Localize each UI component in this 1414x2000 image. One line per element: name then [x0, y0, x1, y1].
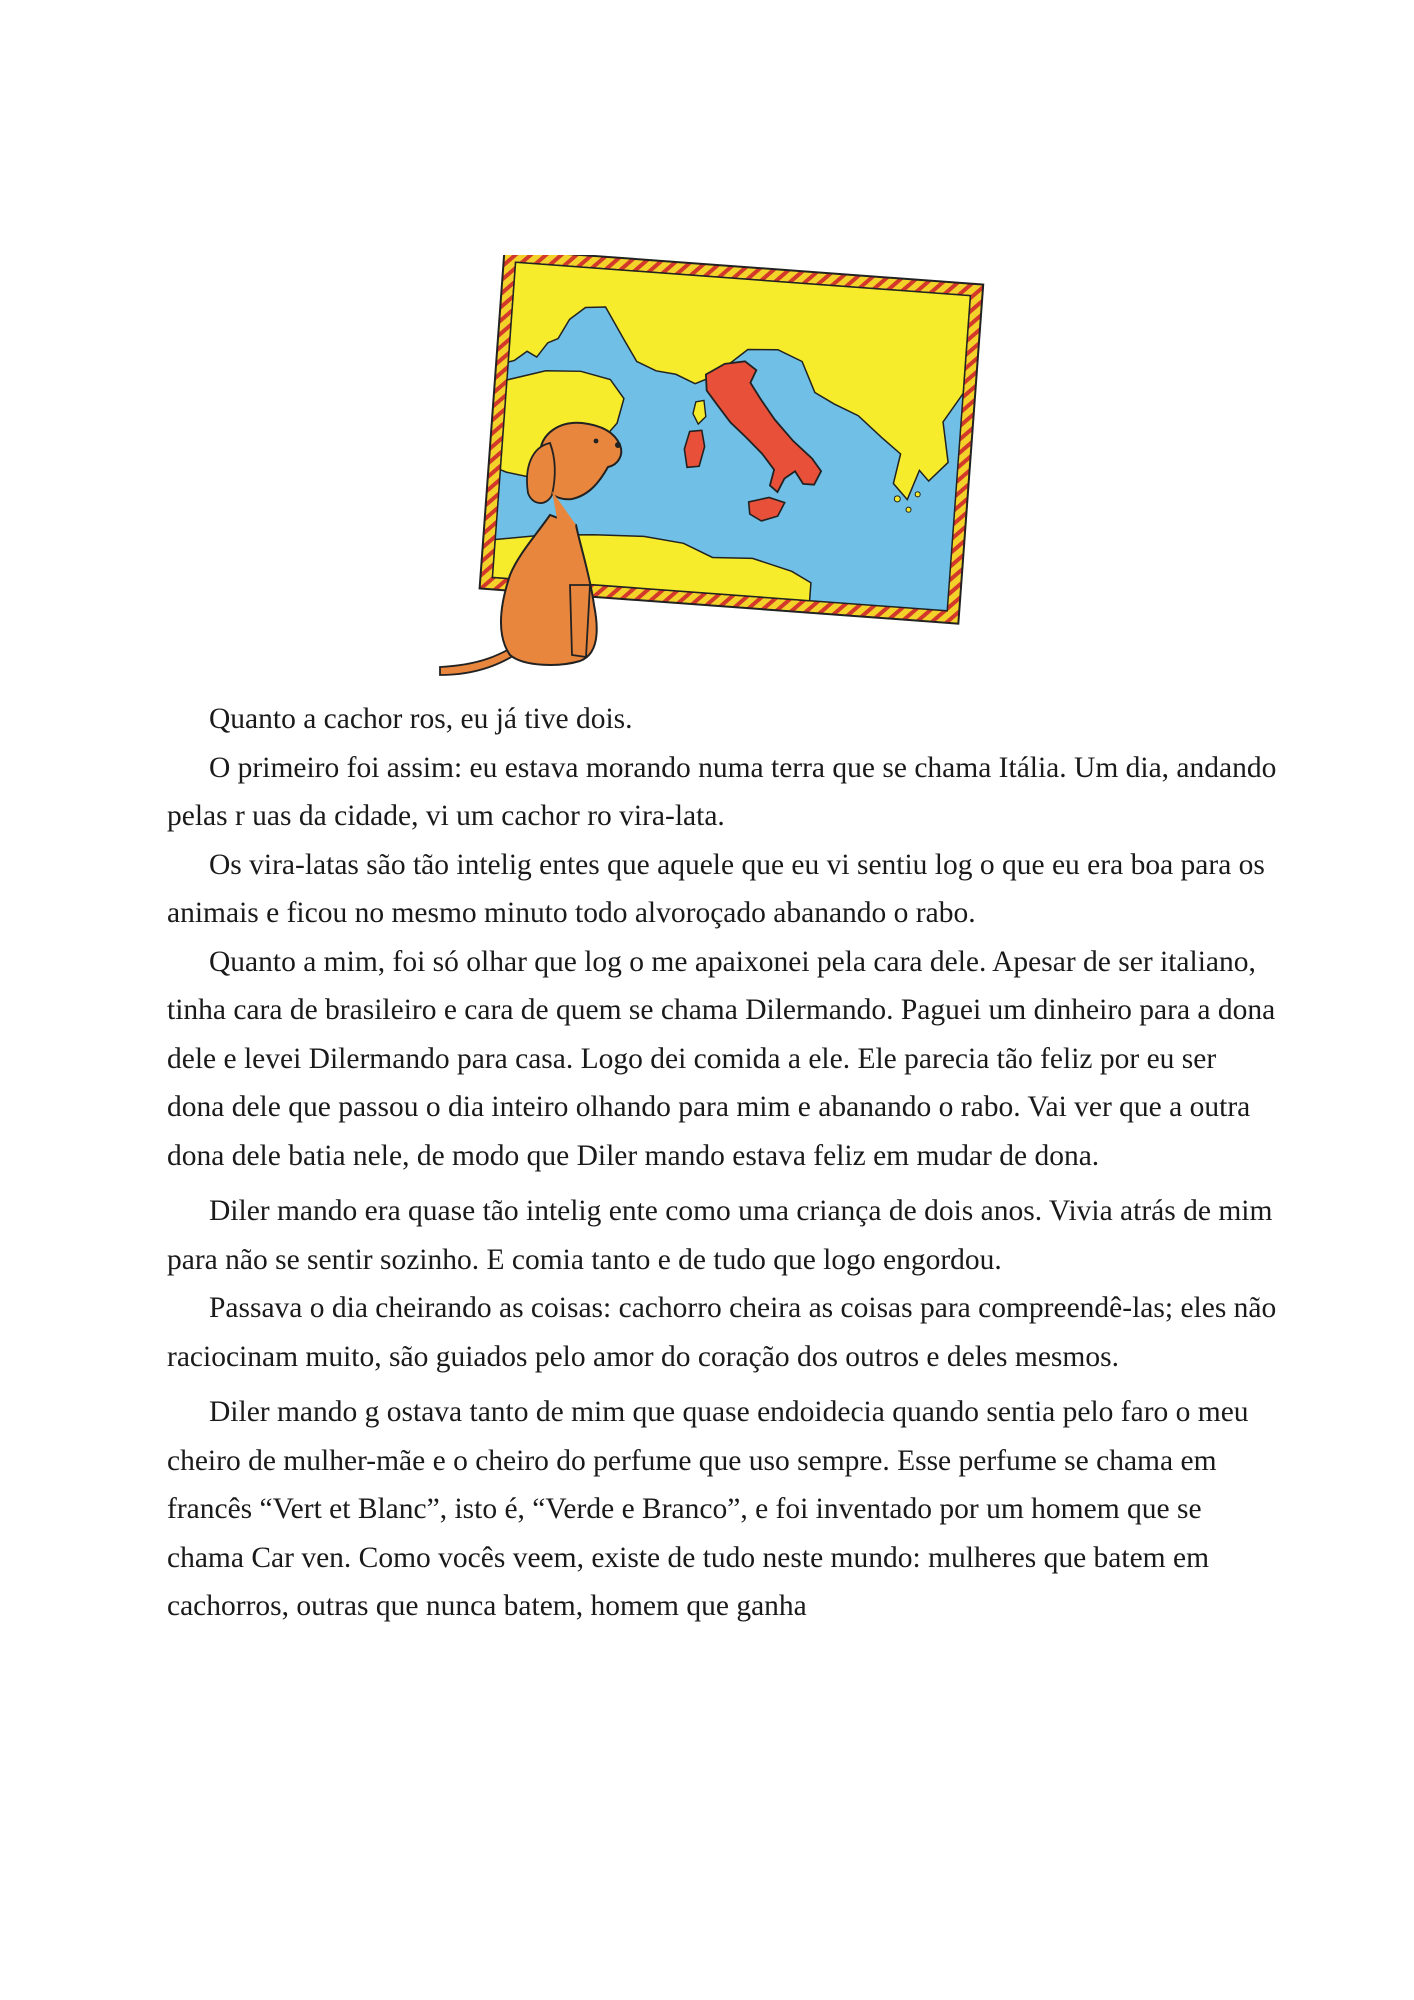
paragraph: Diler mando g ostava tanto de mim que quase endoidecia quando sentia pelo faro o meu cheiro de mulher-mãe e o cheiro do perfume que uso sempre. Esse perfume se chama em francês “Vert et Blanc”, isto é, “Verde e Branco”, e foi inventado por um homem que se chama Car ven. Como vocês veem, existe de tudo neste mundo: mulheres que batem em cachorros, outras que nunca batem, homem que ganha — [167, 1396, 1249, 1622]
dog-map-illustration — [400, 255, 1020, 695]
paragraph: Diler mando era quase tão intelig ente como uma criança de dois anos. Vivia atrás de mim para não se sentir sozinho. E comia tanto e de tudo que logo engordou. — [167, 1195, 1273, 1276]
paragraph: Passava o dia cheirando as coisas: cachorro cheira as coisas para compreendê-las; eles não raciocinam muito, são guiados pelo amor do coração dos outros e deles mesmos. — [167, 1292, 1277, 1373]
paragraph: Quanto a mim, foi só olhar que log o me apaixonei pela cara dele. Apesar de ser italiano, tinha cara de brasileiro e cara de quem se chama Dilermando. Paguei um dinheiro para a dona dele e levei Dilermando para casa. Logo dei comida a ele. Ele parecia tão feliz por eu ser dona dele que passou o dia inteiro olhando para mim e abanando o rabo. Vai ver que a outra dona dele batia nele, de modo que Diler mando estava feliz em mudar de dona. — [167, 945, 1276, 1172]
story-text — [167, 695, 1277, 1631]
paragraph: Quanto a cachor ros, eu já tive dois. — [209, 703, 633, 735]
paragraph: O primeiro foi assim: eu estava morando numa terra que se chama Itália. Um dia, andando pelas r uas da cidade, vi um cachor ro vira-lata. — [167, 751, 1277, 832]
dog-looking-at-map-icon — [400, 255, 1020, 695]
paragraph: Os vira-latas são tão intelig entes que aquele que eu vi sentiu log o que eu era boa para os animais e ficou no mesmo minuto todo alvoroçado abanando o rabo. — [167, 848, 1265, 929]
